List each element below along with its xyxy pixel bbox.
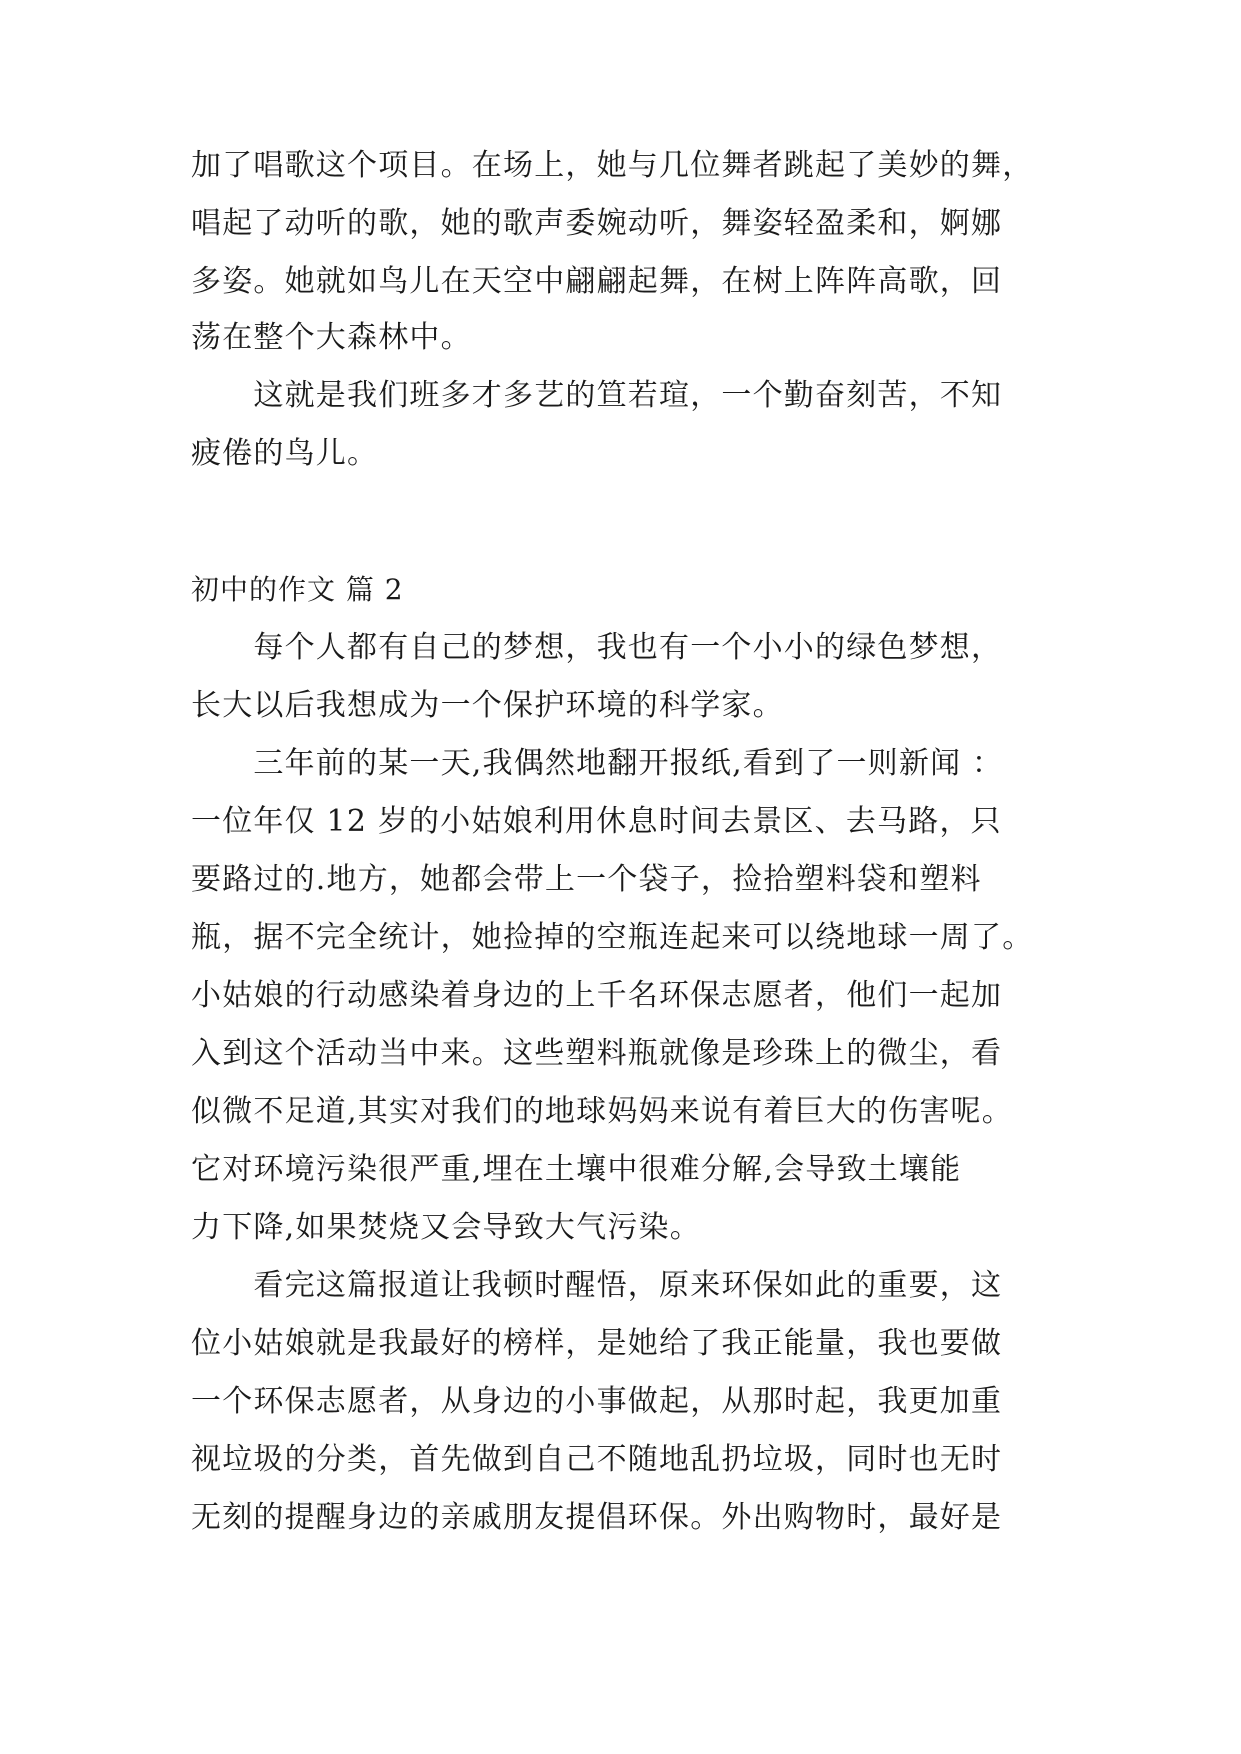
- paragraph-line: 多姿。她就如鸟儿在天空中翩翩起舞，在树上阵阵高歌，回: [191, 264, 1003, 299]
- paragraph-line: 要路过的.地方，她都会带上一个袋子，捡拾塑料袋和塑料: [191, 862, 982, 897]
- paragraph-line: 每个人都有自己的梦想，我也有一个小小的绿色梦想，: [191, 630, 1003, 665]
- paragraph-line: 位小姑娘就是我最好的榜样，是她给了我正能量，我也要做: [191, 1326, 1003, 1361]
- paragraph-line: 它对环境污染很严重,埋在土壤中很难分解,会导致土壤能: [191, 1152, 962, 1187]
- paragraph-line: 无刻的提醒身边的亲戚朋友提倡环保。外出购物时，最好是: [191, 1500, 1003, 1535]
- section-heading: 初中的作文 篇 2: [191, 573, 404, 606]
- paragraph-line: 瓶，据不完全统计，她捡掉的空瓶连起来可以绕地球一周了。: [191, 920, 1034, 955]
- paragraph-line: 荡在整个大森林中。: [191, 320, 472, 355]
- paragraph-line: 三年前的某一天,我偶然地翻开报纸,看到了一则新闻 ：: [191, 746, 1004, 781]
- paragraph-line: 似微不足道,其实对我们的地球妈妈来说有着巨大的伤害呢。: [191, 1094, 1013, 1129]
- paragraph-line: 视垃圾的分类，首先做到自己不随地乱扔垃圾，同时也无时: [191, 1442, 1003, 1477]
- paragraph-line: 疲倦的鸟儿。: [191, 436, 379, 471]
- paragraph-line: 长大以后我想成为一个保护环境的科学家。: [191, 688, 784, 723]
- paragraph-line: 这就是我们班多才多艺的笪若瑄，一个勤奋刻苦，不知: [191, 378, 1003, 413]
- paragraph-line: 力下降,如果焚烧又会导致大气污染。: [191, 1210, 701, 1245]
- paragraph-line: 一个环保志愿者，从身边的小事做起，从那时起，我更加重: [191, 1384, 1003, 1419]
- paragraph-line: 一位年仅 12 岁的小姑娘利用休息时间去景区、去马路，只: [191, 804, 1002, 839]
- paragraph-line: 唱起了动听的歌，她的歌声委婉动听，舞姿轻盈柔和，婀娜: [191, 206, 1003, 241]
- paragraph-line: 入到这个活动当中来。这些塑料瓶就像是珍珠上的微尘，看: [191, 1036, 1003, 1071]
- paragraph-line: 看完这篇报道让我顿时醒悟，原来环保如此的重要，这: [191, 1268, 1003, 1303]
- paragraph-line: 加了唱歌这个项目。在场上，她与几位舞者跳起了美妙的舞，: [191, 148, 1034, 183]
- paragraph-line: 小姑娘的行动感染着身边的上千名环保志愿者，他们一起加: [191, 978, 1003, 1013]
